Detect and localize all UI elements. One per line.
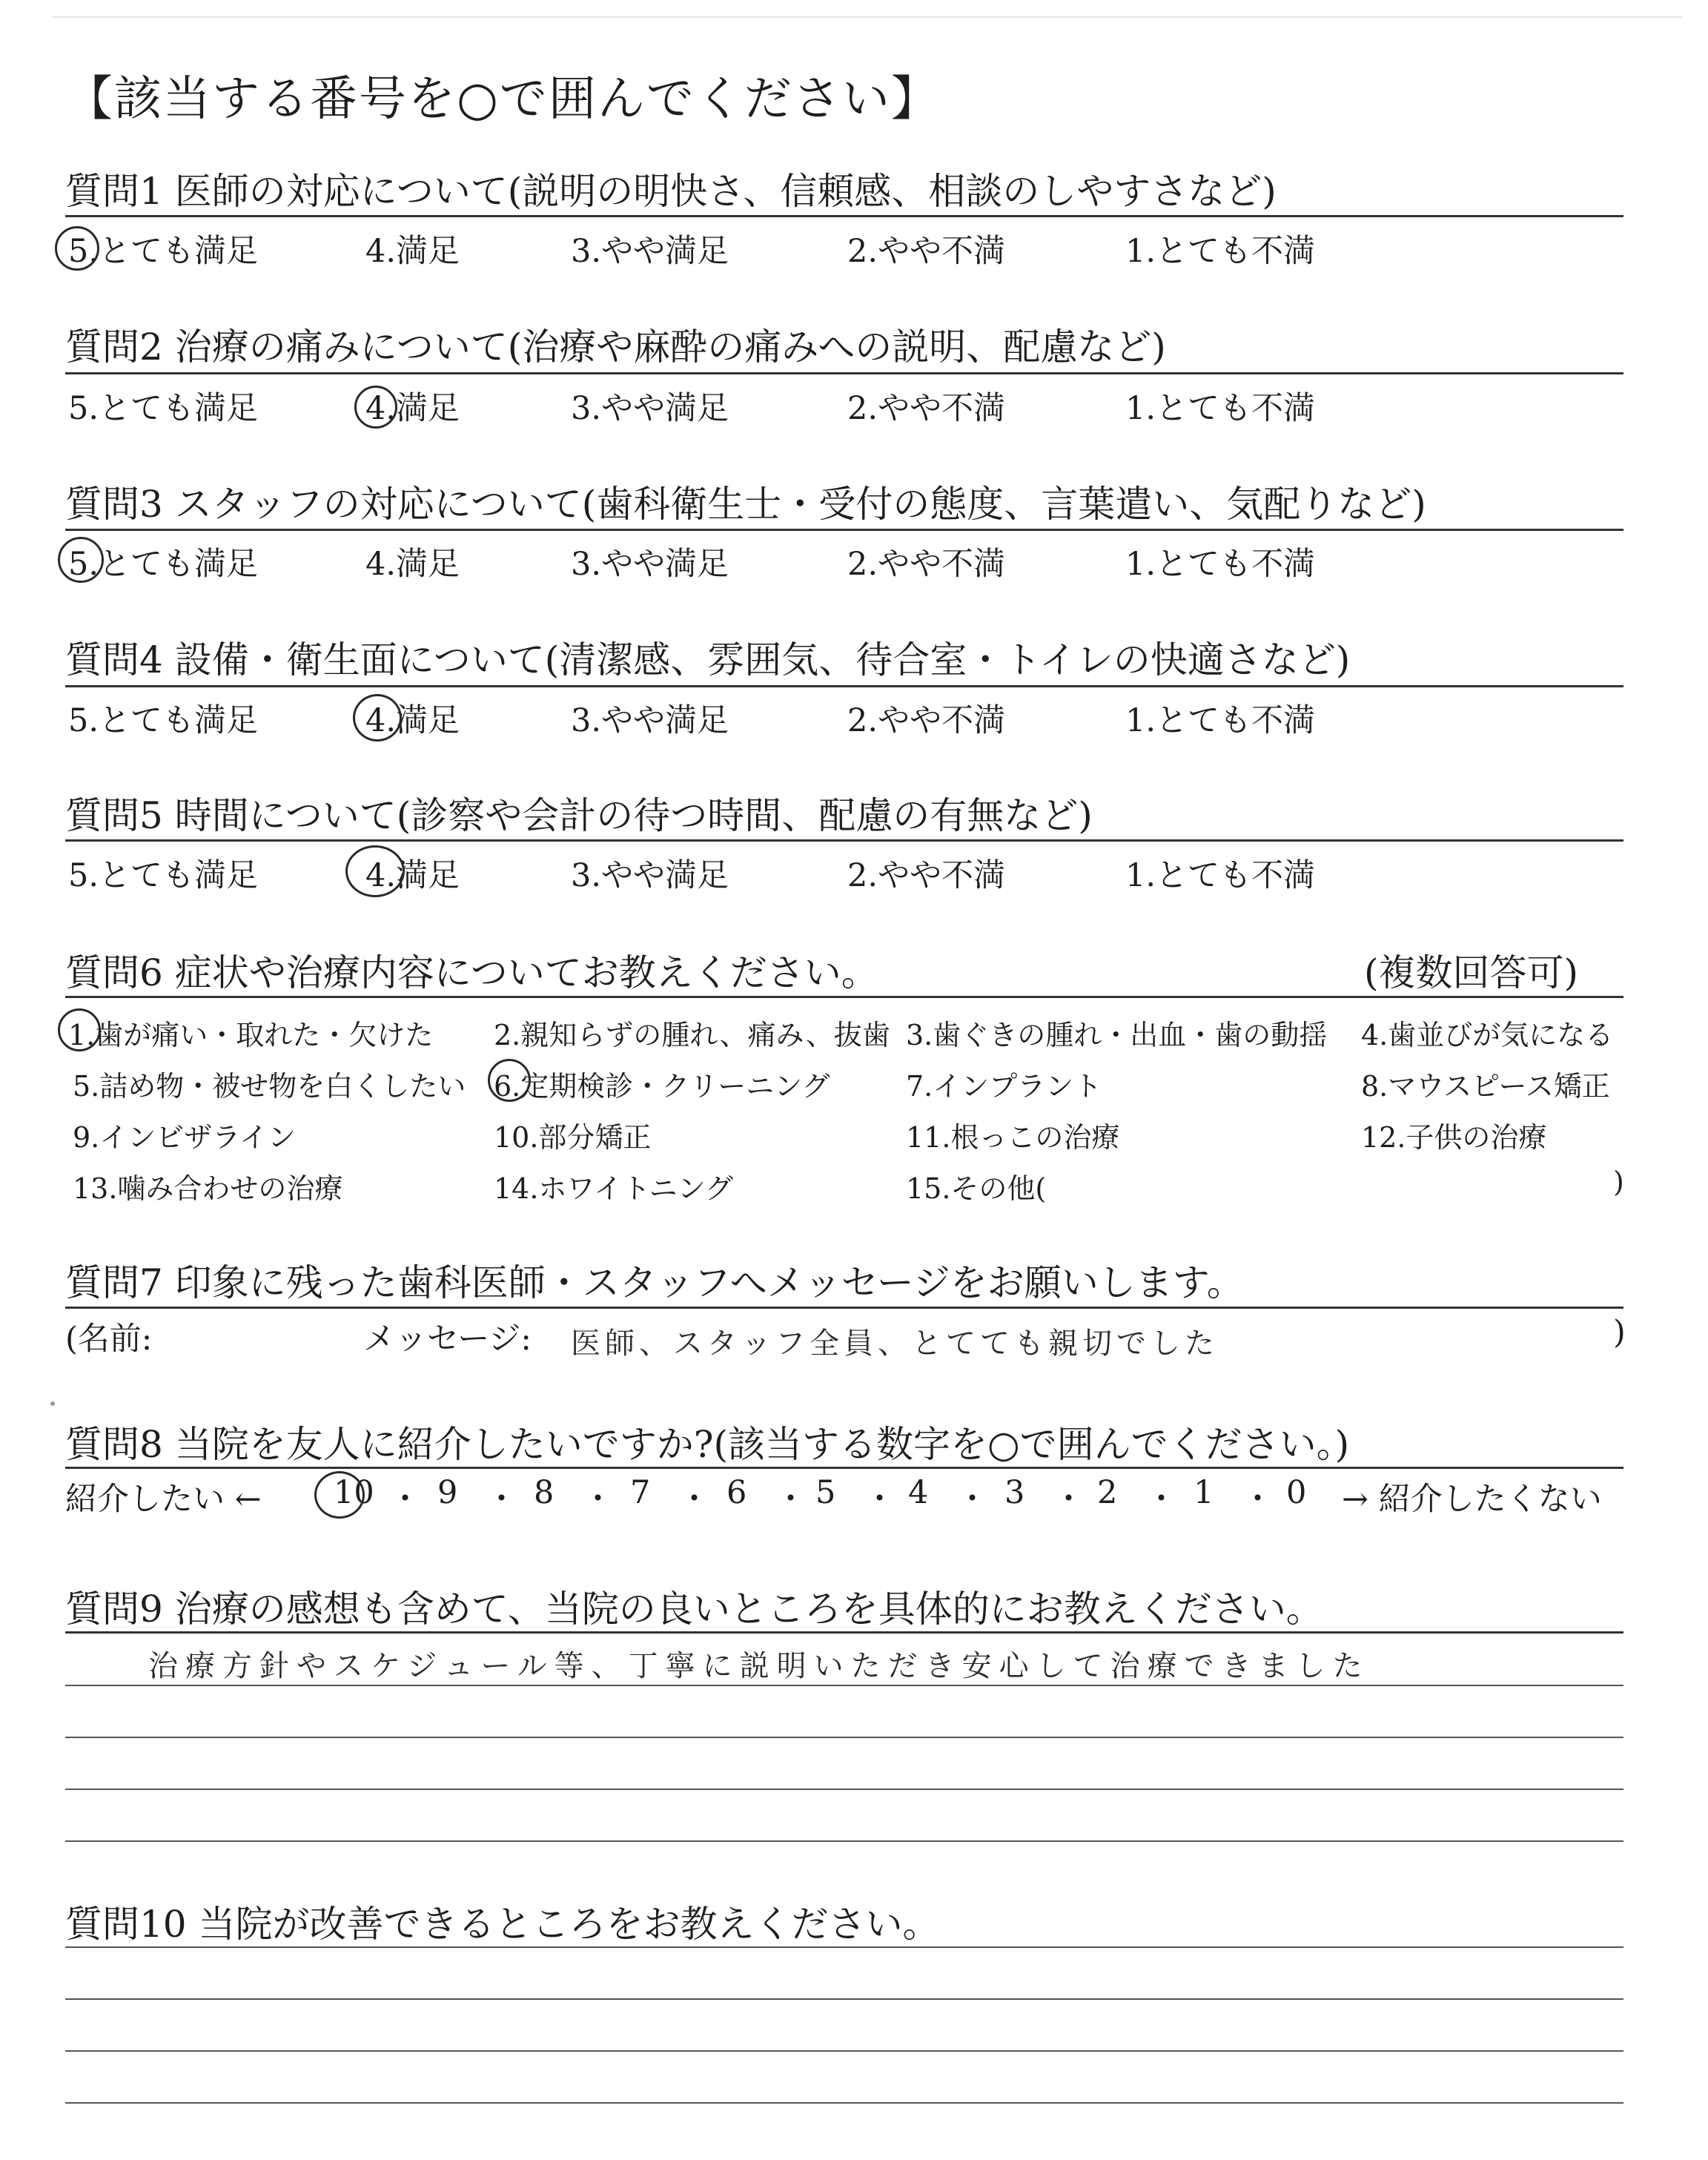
q5-option-2[interactable]: 2.やや不満 [847,857,1006,894]
q8-left-label: 紹介したい ← [65,1481,262,1518]
q2-option-3[interactable]: 3.やや満足 [571,390,729,427]
q7-message-label: メッセージ: [363,1321,532,1358]
q6-item-7[interactable]: 7.インプラント [906,1070,1102,1103]
q1-option-3[interactable]: 3.やや満足 [571,233,729,270]
q2-option-5[interactable]: 5.とても満足 [68,390,259,427]
q1-selected-circle [55,226,99,271]
q8-separator: ・ [678,1481,710,1518]
scan-speck [50,1401,55,1406]
q8-separator: ・ [1053,1481,1085,1518]
q6-item-15[interactable]: 15.その他( [906,1172,1047,1205]
q2-option-4[interactable]: 4.満足 [365,390,460,427]
q2-option-1[interactable]: 1.とても不満 [1125,390,1316,427]
q6-item-10[interactable]: 10.部分矯正 [494,1121,652,1154]
q8-value-6[interactable]: 6 [726,1474,747,1511]
q3-option-3[interactable]: 3.やや満足 [571,546,729,583]
q6-item-5[interactable]: 5.詰め物・被せ物を白くしたい [73,1070,466,1103]
q7-close-paren: ) [1613,1314,1626,1351]
q2-option-2[interactable]: 2.やや不満 [847,390,1006,427]
question-3-title: 質問3 スタッフの対応について(歯科衛生士・受付の態度、言葉遣い、気配りなど) [65,483,1426,526]
q6-selected-circle-6 [488,1059,531,1102]
q1-option-5[interactable]: 5.とても満足 [68,233,259,270]
q6-item-9[interactable]: 9.インビザライン [73,1121,297,1154]
question-7-rule [65,1307,1623,1309]
question-2-rule [65,372,1623,374]
q6-item-14[interactable]: 14.ホワイトニング [494,1172,734,1205]
q9-answer-line-2 [65,1737,1623,1738]
q6-item-13[interactable]: 13.噛み合わせの治療 [73,1172,343,1205]
q8-separator: ・ [582,1481,614,1518]
q5-option-3[interactable]: 3.やや満足 [571,857,729,894]
q8-value-3[interactable]: 3 [1004,1474,1025,1511]
q4-selected-circle [353,694,402,742]
q3-selected-circle [58,537,104,583]
q7-handwritten-message: 医師、スタッフ全員、とてても親切でした [571,1327,1219,1361]
q10-answer-line-1 [65,1946,1623,1948]
q3-option-1[interactable]: 1.とても不満 [1125,546,1316,583]
question-7-title: 質問7 印象に残った歯科医師・スタッフへメッセージをお願いします。 [65,1261,1244,1304]
q8-separator: ・ [1145,1481,1177,1518]
q8-value-10[interactable]: 10 [334,1474,374,1511]
q9-answer-line-3 [65,1789,1623,1790]
q8-value-9[interactable]: 9 [437,1474,458,1511]
q8-separator: ・ [775,1481,807,1518]
q8-separator: ・ [956,1481,988,1518]
q8-value-8[interactable]: 8 [534,1474,555,1511]
q4-option-2[interactable]: 2.やや不満 [847,702,1006,739]
q3-option-2[interactable]: 2.やや不満 [847,546,1006,583]
q8-separator: ・ [486,1481,517,1518]
question-2-title: 質問2 治療の痛みについて(治療や麻酔の痛みへの説明、配慮など) [65,326,1166,369]
q4-option-4[interactable]: 4.満足 [365,702,460,739]
q6-item-15-close: ) [1613,1166,1624,1198]
q8-value-1[interactable]: 1 [1194,1474,1214,1511]
question-1-title: 質問1 医師の対応について(説明の明快さ、信頼感、相談のしやすさなど) [65,170,1277,213]
q5-selected-circle [345,845,405,897]
q3-option-4[interactable]: 4.満足 [365,546,460,583]
question-5-rule [65,839,1623,842]
q5-option-4[interactable]: 4.満足 [365,857,460,894]
q6-item-4[interactable]: 4.歯並びが気になる [1361,1019,1614,1051]
q8-value-4[interactable]: 4 [908,1474,929,1511]
q6-item-6[interactable]: 6.定期検診・クリーニング [494,1070,830,1103]
q10-answer-line-2 [65,1998,1623,2000]
question-8-title: 質問8 当院を友人に紹介したいですか?(該当する数字を○で囲んでください。) [65,1423,1350,1466]
question-4-rule [65,685,1623,687]
q6-item-1[interactable]: 1.歯が痛い・取れた・欠けた [68,1019,434,1051]
question-4-title: 質問4 設備・衛生面について(清潔感、雰囲気、待合室・トイレの快適さなど) [65,638,1351,681]
q6-item-3[interactable]: 3.歯ぐきの腫れ・出血・歯の動揺 [906,1019,1328,1051]
q3-option-5[interactable]: 5.とても満足 [68,546,259,583]
q1-option-2[interactable]: 2.やや不満 [847,233,1006,270]
question-3-rule [65,529,1623,531]
q9-handwritten-answer: 治療方針やスケジュール等、丁寧に説明いただき安心して治療できました [148,1649,1370,1683]
q10-answer-line-3 [65,2050,1623,2052]
q6-item-11[interactable]: 11.根っこの治療 [906,1121,1120,1154]
question-10-title: 質問10 当院が改善できるところをお教えください。 [65,1903,940,1946]
q4-option-5[interactable]: 5.とても満足 [68,702,259,739]
q8-separator: ・ [389,1481,421,1518]
q8-right-label: → 紹介したくない [1342,1481,1602,1518]
q8-value-0[interactable]: 0 [1286,1474,1307,1511]
q4-option-3[interactable]: 3.やや満足 [571,702,729,739]
q8-separator: ・ [1242,1481,1274,1518]
q8-value-7[interactable]: 7 [630,1474,651,1511]
q8-selected-circle [314,1471,365,1519]
q7-name-label: (名前: [65,1321,153,1358]
instruction-heading: 【該当する番号を○で囲んでください】 [65,72,940,127]
question-6-rule [65,996,1623,998]
question-1-rule [65,215,1623,217]
question-5-title: 質問5 時間について(診察や会計の待つ時間、配慮の有無など) [65,794,1093,837]
q2-selected-circle [354,386,397,429]
scan-top-edge [52,16,1683,18]
q6-item-2[interactable]: 2.親知らずの腫れ、痛み、抜歯 [494,1019,890,1051]
q8-value-5[interactable]: 5 [815,1474,836,1511]
q6-selected-circle-1 [58,1008,101,1051]
q8-separator: ・ [864,1481,896,1518]
question-6-note: (複数回答可) [1364,951,1579,994]
q4-option-1[interactable]: 1.とても不満 [1125,702,1316,739]
q5-option-1[interactable]: 1.とても不満 [1125,857,1316,894]
q1-option-4[interactable]: 4.満足 [365,233,460,270]
q6-item-8[interactable]: 8.マウスピース矯正 [1361,1070,1610,1103]
question-6-title: 質問6 症状や治療内容についてお教えください。 [65,951,878,994]
q10-answer-line-4 [65,2102,1623,2104]
q9-answer-line-1 [65,1685,1623,1686]
q1-option-1[interactable]: 1.とても不満 [1125,233,1316,270]
question-9-title: 質問9 治療の感想も含めて、当院の良いところを具体的にお教えください。 [65,1588,1323,1631]
q5-option-5[interactable]: 5.とても満足 [68,857,259,894]
q9-answer-line-4 [65,1840,1623,1842]
q6-item-12[interactable]: 12.子供の治療 [1361,1121,1547,1154]
question-9-rule [65,1631,1623,1634]
q8-value-2[interactable]: 2 [1097,1474,1118,1511]
question-8-rule [65,1467,1623,1469]
